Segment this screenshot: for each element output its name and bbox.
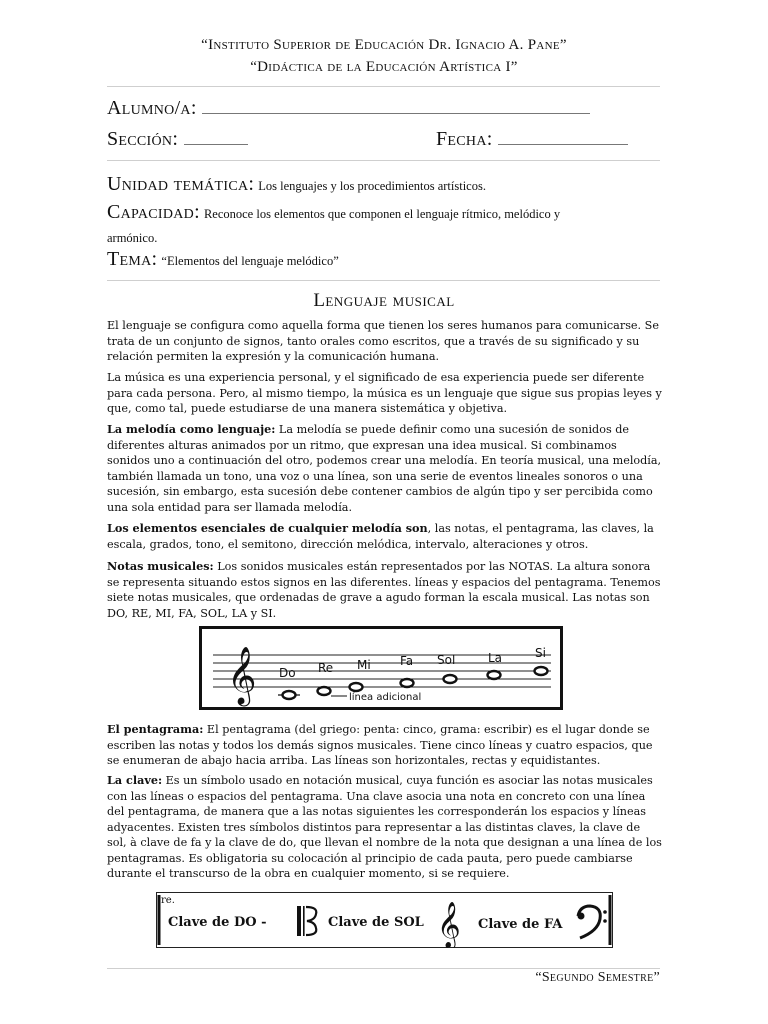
divider xyxy=(107,280,660,281)
capacidad-value: Reconoce los elementos que componen el lenguaje rítmico, melódico y xyxy=(203,207,561,221)
paragraph-clave-text: Es un símbolo usado en notación musical, cuya función es asociar las notas musicales con las líneas o espacios del pentagrama. Una clave asocia una nota en concreto con una línea del pentagrama, de manera que a las notas siguientes les corresponderán los espacios y líneas adyacentes. Existen tres símbolos distintos para representar a las distintas claves, la clave de sol, à clave de fa y la clave de do, que llevan el nombre de la nota que designan a una línea de los pentagramas. Es obligatoria su colocación al principio de cada pauta, pero puede cambiarse durante el transcurso de la obra en cualquier momento, si se requiere. xyxy=(107,774,662,880)
staff-svg xyxy=(199,626,563,710)
tema-row xyxy=(107,248,667,271)
footer-divider xyxy=(107,968,660,969)
note-mi xyxy=(350,683,363,691)
capacidad-label: Capacidad: xyxy=(107,201,200,223)
note-do xyxy=(283,691,296,699)
clef-sol-label: Clave de SOL xyxy=(328,915,424,930)
treble-clef-icon: 𝄞 xyxy=(437,902,461,948)
section-title: Lenguaje musical xyxy=(313,290,455,311)
paragraph-notas-heading: Notas musicales: xyxy=(107,559,214,573)
paragraph-elementos-heading: Los elementos esenciales de cualquier melodía son xyxy=(107,521,428,535)
paragraph-pentagrama xyxy=(107,722,662,769)
note-label-re: Re xyxy=(318,661,334,675)
paragraph-notas xyxy=(107,559,662,621)
alumno-blank xyxy=(202,99,590,114)
fecha-label: Fecha: xyxy=(436,128,493,150)
note-re xyxy=(318,687,331,695)
clefs-svg xyxy=(156,892,613,948)
course-title: “Didáctica de la Educación Artística I” xyxy=(250,59,518,75)
note-label-si: Si xyxy=(535,646,546,660)
paragraph-lenguaje: El lenguaje se configura como aquella forma que tienen los seres humanos para comunicarse. Se trata de un conjunto de signos, tanto orales como escritos, que a través de su significado y su relación permiten la expresión y la comunicación humana. xyxy=(107,319,659,363)
note-label-sol: Sol xyxy=(437,653,456,667)
tema-value: “Elementos del lenguaje melódico” xyxy=(161,254,339,268)
alumno-label: Alumno/a: xyxy=(107,97,197,119)
paragraph-musica: La música es una experiencia personal, y el significado de esa experiencia puede ser diferente para cada persona. Pero, al mismo tiempo, la música es un lenguaje que sigue sus propias leyes y que, como tal, puede estudiarse de una manera sistemática y objetiva. xyxy=(107,371,662,415)
clef-do-label: Clave de DO - xyxy=(168,915,267,930)
paragraph-melodia-text: La melodía se puede definir como una sucesión de sonidos de diferentes alturas animados por un ritmo, que expresan una idea musical. Si combinamos sonidos uno a continuación del otro, podemos crear una melodía. En teoría musical, una melodía, también llamada un tono, una voz o una línea, son una serie de eventos lineales sonoros o una sucesión, sin embargo, esta sucesión debe contener cambios de algún tipo y ser percibida como una sola entidad para ser llamada melodía. xyxy=(107,423,662,514)
paragraph-elementos-text: , las notas, el pentagrama, las claves, la escala, grados, tono, el semitono, dirección melódica, intervalo, alteraciones y otros. xyxy=(107,522,654,551)
institution-title: “Instituto Superior de Educación Dr. Ignacio A. Pane” xyxy=(201,37,567,53)
note-la xyxy=(488,671,501,679)
paragraph-clave xyxy=(107,773,662,882)
unidad-row xyxy=(107,173,667,196)
ledger-line-label: línea adicional xyxy=(349,692,422,703)
alumno-field xyxy=(107,97,590,120)
staff-figure xyxy=(199,626,563,710)
note-fa xyxy=(401,679,414,687)
paragraph-melodia xyxy=(107,422,662,515)
seccion-blank xyxy=(184,130,248,145)
footer-text: “Segundo Semestre” xyxy=(535,970,660,985)
unidad-label: Unidad temática: xyxy=(107,173,255,195)
note-label-fa: Fa xyxy=(400,654,414,668)
unidad-value: Los lenguajes y los procedimientos artísticos. xyxy=(258,179,486,193)
seccion-label: Sección: xyxy=(107,128,179,150)
fecha-blank xyxy=(498,130,628,145)
capacidad-value-cont: armónico. xyxy=(107,231,158,245)
paragraph-pentagrama-text: El pentagrama (del griego: penta: cinco, grama: escribir) es el lugar donde se escriben las notas y todos los demás signos musicales. Tiene cinco líneas y cuatro espacios, que se enumeran de abajo hacia arriba. Las líneas son horizontales, rectas y equidistantes. xyxy=(107,723,653,767)
capacidad-row xyxy=(107,201,667,224)
note-label-do: Do xyxy=(279,666,296,680)
divider xyxy=(107,160,660,161)
paragraph-pentagrama-heading: El pentagrama: xyxy=(107,722,204,736)
note-label-mi: Mi xyxy=(357,658,371,672)
note-si xyxy=(535,667,548,675)
capacidad-row-cont xyxy=(107,229,667,247)
clef-fa-label: Clave de FA xyxy=(478,917,563,932)
tema-label: Tema: xyxy=(107,248,158,270)
clefs-fragment-text: re. xyxy=(161,895,175,906)
fecha-field xyxy=(436,128,628,151)
treble-clef-icon: 𝄞 xyxy=(227,646,257,704)
paragraph-elementos xyxy=(107,521,662,552)
note-sol xyxy=(444,675,457,683)
paragraph-notas-text: Los sonidos musicales están representados por las NOTAS. La altura sonora se representa situando estos signos en las diferentes. líneas y espacios del pentagrama. Tenemos siete notas musicales, que ordenadas de grave a agudo forman la escala musical. Las notas son DO, RE, MI, FA, SOL, LA y SI. xyxy=(107,560,661,620)
seccion-field xyxy=(107,128,248,151)
clefs-figure xyxy=(156,892,613,948)
paragraph-melodia-heading: La melodía como lenguaje: xyxy=(107,422,276,436)
note-label-la: La xyxy=(488,651,503,665)
divider xyxy=(107,86,660,87)
paragraph-clave-heading: La clave: xyxy=(107,773,163,787)
